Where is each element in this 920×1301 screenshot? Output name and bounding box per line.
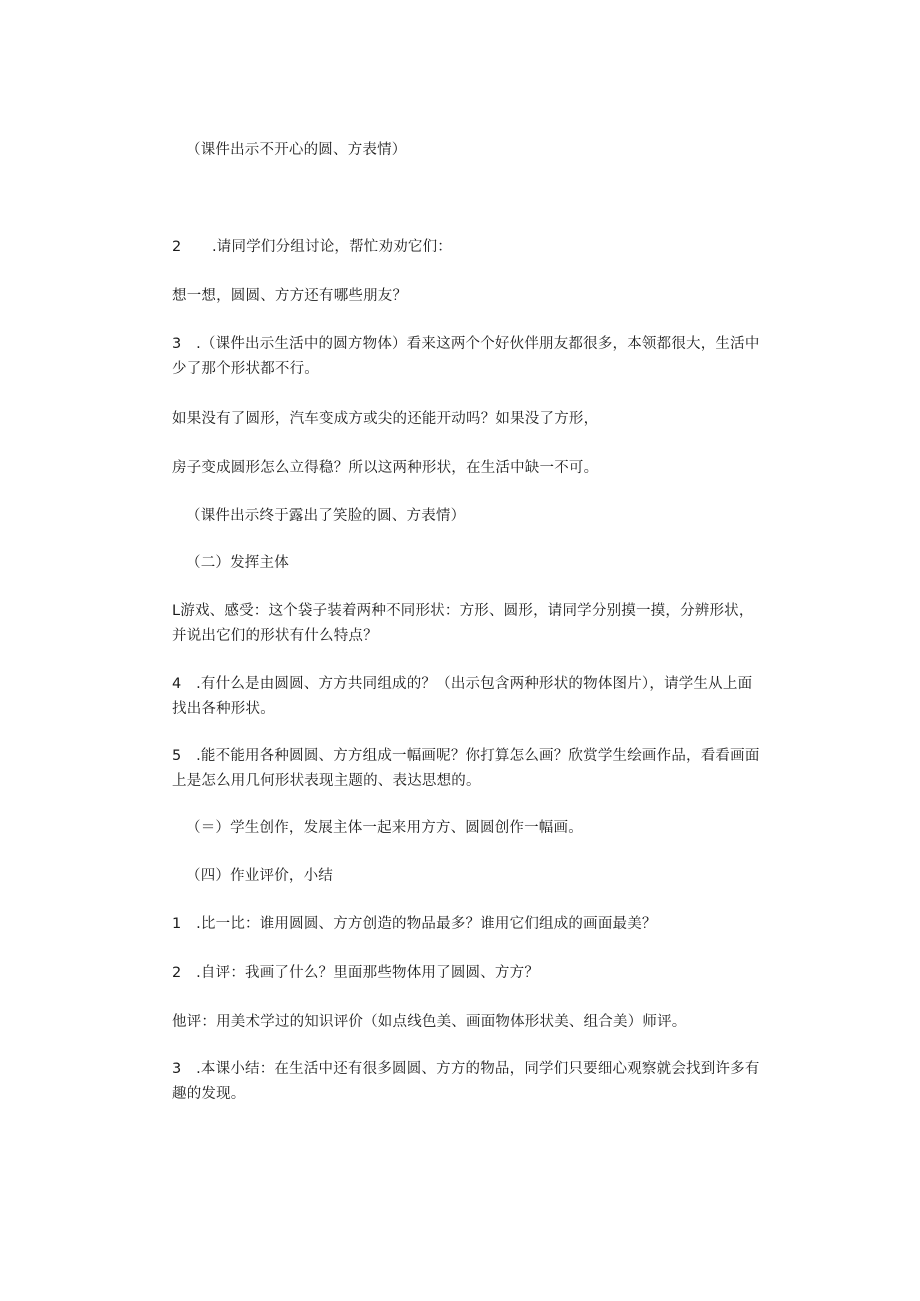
paragraph-think: 想一想，圆圆、方方还有哪些朋友？ [172, 288, 408, 304]
paragraph-house-round: 房子变成圆形怎么立得稳？所以这两种形状，在生活中缺一不可。 [172, 460, 599, 476]
paragraph-item-3-summary [172, 1058, 792, 1106]
paragraph-peer-eval: 他评：用美术学过的知识评价（如点线色美、画面物体形状美、组合美）师评。 [172, 1014, 687, 1030]
paragraph-line: 找出各种形状。 [172, 701, 275, 717]
paragraph-circle-missing: 如果没有了圆形，汽车变成方或尖的还能开动吗？如果没了方形， [172, 411, 599, 427]
section-heading-4: （四）作业评价，小结 [186, 868, 333, 884]
paragraph-line: 并说出它们的形状有什么特点？ [172, 628, 378, 644]
section-heading-2: （二）发挥主体 [186, 555, 289, 571]
section-heading-3: （＝）学生创作，发展主体一起来用方方、圆圆创作一幅画。 [186, 820, 583, 836]
paragraph-item-2 [172, 236, 452, 259]
paragraph-line: L游戏、感受：这个袋子装着两种不同形状：方形、圆形，请同学分别摸一摸，分辨形状， [172, 603, 754, 619]
paragraph-line: 趣的发现。 [172, 1086, 246, 1102]
paragraph-courseware-smile: （课件出示终于露出了笑脸的圆、方表情） [186, 508, 466, 524]
paragraph-item-3 [172, 333, 792, 381]
paragraph-line: 3 .本课小结：在生活中还有很多圆圆、方方的物品，同学们只要细心观察就会找到许多有 [172, 1061, 760, 1077]
paragraph-courseware-unhappy: （课件出示不开心的圆、方表情） [186, 142, 407, 158]
paragraph-line: 4 .有什么是由圆圆、方方共同组成的？（出示包含两种形状的物体图片），请学生从上面 [172, 676, 753, 692]
paragraph-item-1-compare: 1 .比一比：谁用圆圆、方方创造的物品最多？谁用它们组成的画面最美？ [172, 916, 657, 932]
paragraph-line: 上是怎么用几何形状表现主题的、表达思想的。 [172, 773, 481, 789]
paragraph-item-2-self-eval: 2 .自评：我画了什么？里面那些物体用了圆圆、方方？ [172, 965, 540, 981]
item-number: 2 [172, 239, 182, 255]
paragraph-line: 5 .能不能用各种圆圆、方方组成一幅画呢？你打算怎么画？欣赏学生绘画作品，看看画面 [172, 748, 760, 764]
paragraph-line: 3 .（课件出示生活中的圆方物体）看来这两个个好伙伴朋友都很多，本领都很大，生活中 [172, 336, 760, 352]
paragraph-item-4 [172, 673, 792, 721]
paragraph-game [172, 600, 792, 648]
paragraph-line: 少了那个形状都不行。 [172, 361, 319, 377]
paragraph-item-5 [172, 745, 792, 793]
item-text: .请同学们分组讨论，帮忙劝劝它们： [212, 239, 453, 255]
